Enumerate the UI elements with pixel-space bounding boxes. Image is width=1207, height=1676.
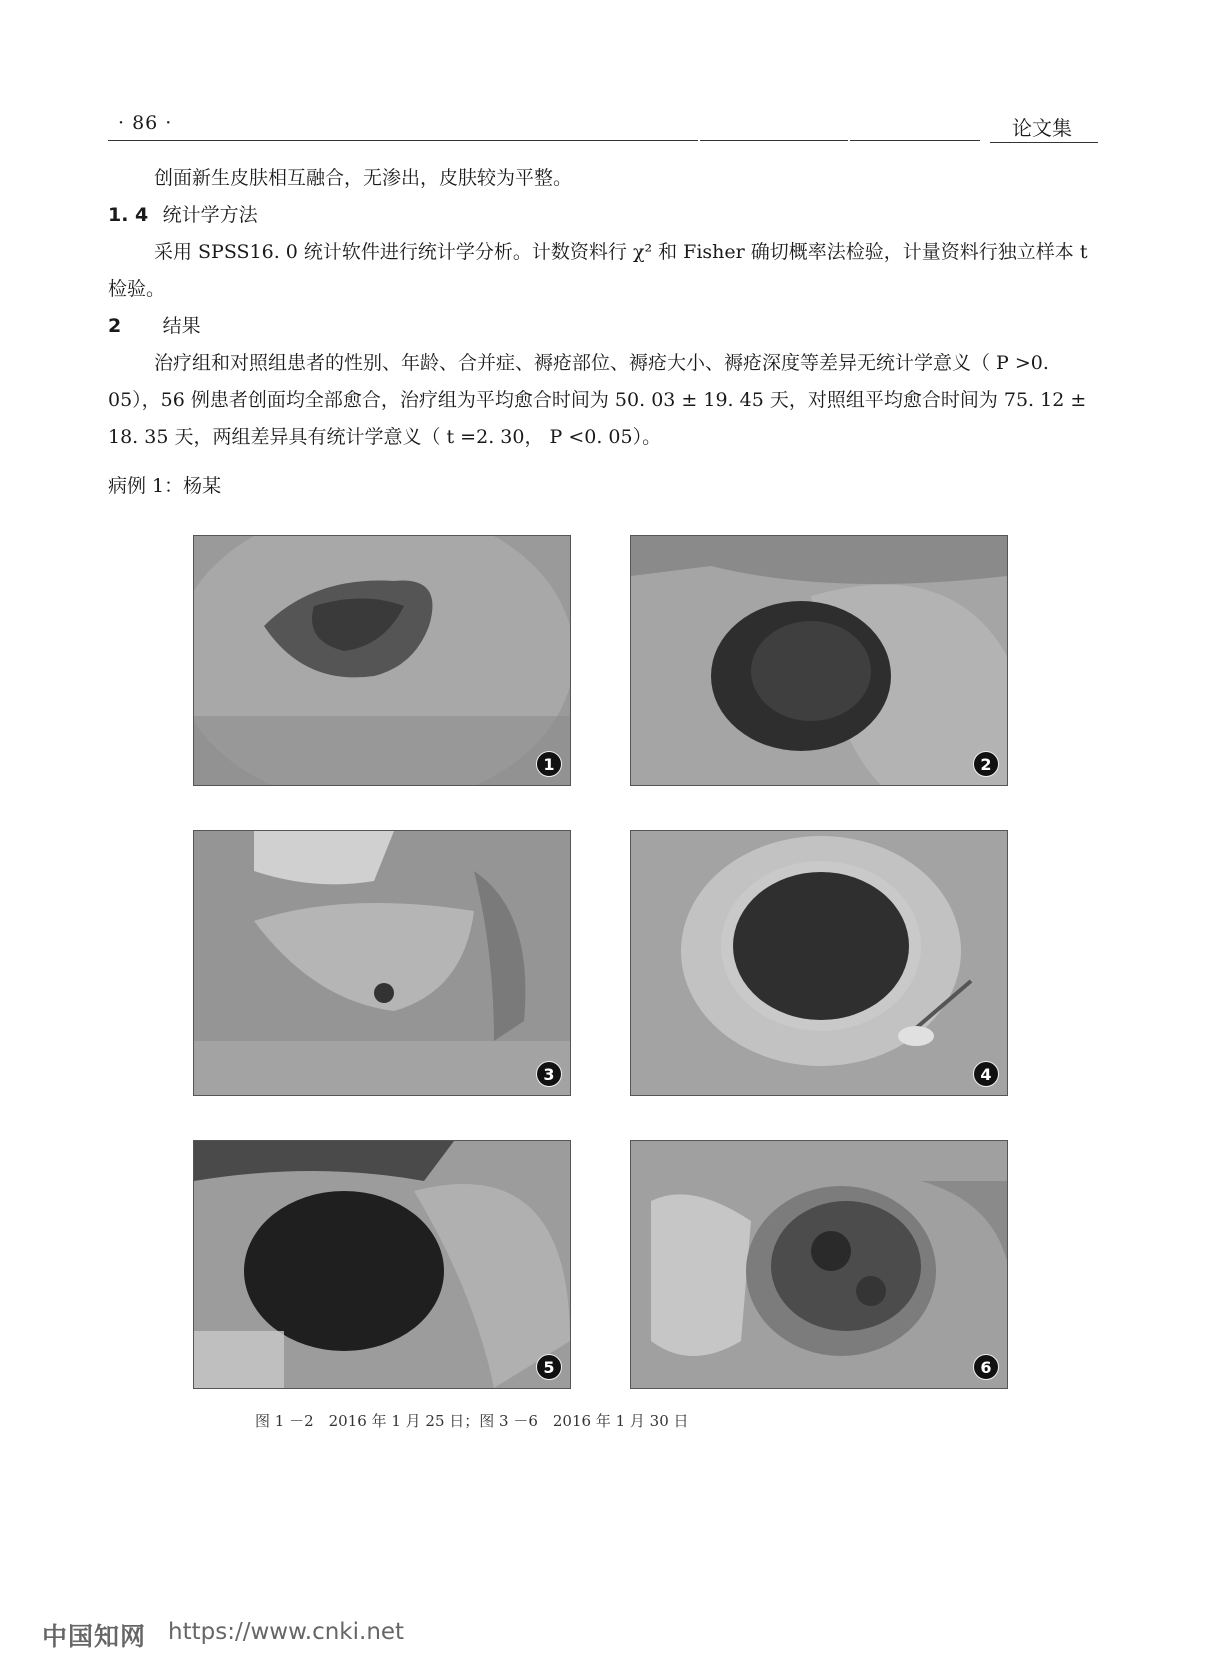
paragraph-1: 创面新生皮肤相互融合，无渗出，皮肤较为平整。 bbox=[154, 167, 573, 189]
photo-number-badge: 4 bbox=[973, 1061, 999, 1087]
section-heading-1-4 bbox=[108, 197, 1098, 234]
wound-photo-3 bbox=[193, 830, 571, 1096]
case-label: 病例 1：杨某 bbox=[108, 475, 222, 497]
photo-number-badge: 5 bbox=[536, 1354, 562, 1380]
photo-number-badge: 1 bbox=[536, 751, 562, 777]
section-number: 1. 4 bbox=[108, 204, 149, 226]
header-rule bbox=[990, 142, 1098, 143]
photo-number-badge: 2 bbox=[973, 751, 999, 777]
cnki-url-link[interactable]: https://www.cnki.net bbox=[168, 1619, 405, 1645]
cnki-logo: 中国知网 bbox=[42, 1622, 147, 1651]
photo-number-badge: 3 bbox=[536, 1061, 562, 1087]
header-rule bbox=[850, 140, 980, 141]
section-number: 2 bbox=[108, 315, 122, 337]
wound-photo-5 bbox=[193, 1140, 571, 1389]
wound-photo-6 bbox=[630, 1140, 1008, 1389]
section-title: 统计学方法 bbox=[162, 204, 258, 226]
section-title: 结果 bbox=[162, 315, 201, 337]
journal-name: 论文集 bbox=[1012, 116, 1072, 140]
wound-photo-2 bbox=[630, 535, 1008, 786]
figure-caption: 图 1 －2 2016 年 1 月 25 日；图 3 －6 2016 年 1 月 30 日 bbox=[255, 1412, 689, 1430]
section-heading-2 bbox=[108, 308, 1098, 345]
header-rule bbox=[108, 140, 698, 141]
header-rule bbox=[700, 140, 848, 141]
wound-photo-4 bbox=[630, 830, 1008, 1096]
wound-photo-1 bbox=[193, 535, 571, 786]
paragraph-2: 采用 SPSS16. 0 统计软件进行统计学分析。计数资料行 χ² 和 Fisher 确切概率法检验，计量资料行独立样本 t 检验。 bbox=[108, 241, 1088, 300]
photo-number-badge: 6 bbox=[973, 1354, 999, 1380]
paragraph-3: 治疗组和对照组患者的性别、年龄、合并症、褥疮部位、褥疮大小、褥疮深度等差异无统计学意义（ P >0. 05），56 例患者创面均全部愈合，治疗组为平均愈合时间为 50. 03 ± 19. 45 天，对照组平均愈合时间为 75. 12 ± 18. 35 天，两组差异具有统计学意义（ t =2. 30， P <0. 05）。 bbox=[108, 352, 1087, 448]
page-number: · 86 · bbox=[118, 112, 173, 134]
